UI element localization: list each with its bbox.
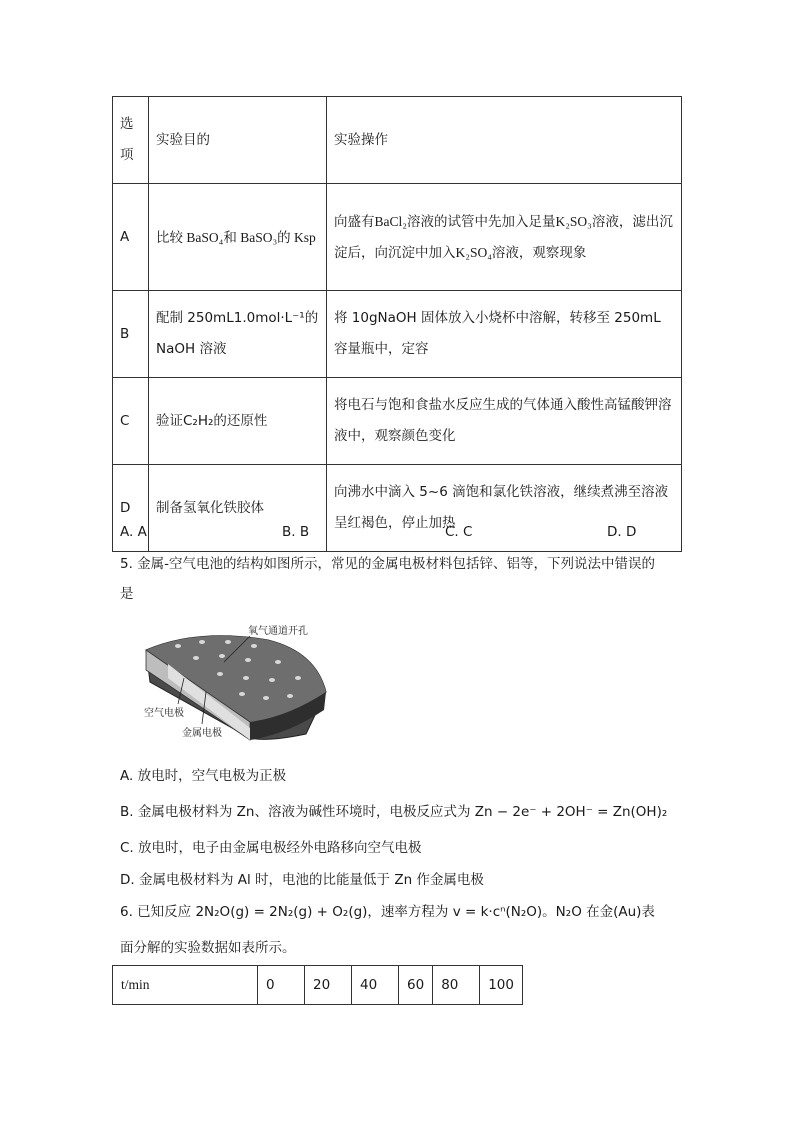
header-time: t/min bbox=[113, 966, 258, 1005]
choice-d[interactable]: D. D bbox=[607, 524, 637, 540]
time-cell: 20 bbox=[305, 966, 352, 1005]
header-option: 选项 bbox=[113, 97, 149, 184]
experiment-table bbox=[112, 96, 682, 552]
q6-stem-line2: 面分解的实验数据如表所示。 bbox=[120, 940, 296, 956]
row-option: B bbox=[113, 291, 149, 378]
time-cell: 100 bbox=[480, 966, 523, 1005]
q6-data-table bbox=[112, 965, 523, 1005]
q6-stem-line1: 6. 已知反应 2N₂O(g) = 2N₂(g) + O₂(g)，速率方程为 v = k·cⁿ(N₂O)。N₂O 在金(Au)表 bbox=[120, 904, 655, 920]
row-goal: 制备氢氧化铁胶体 bbox=[149, 465, 327, 552]
row-option: C bbox=[113, 378, 149, 465]
row-goal: 比较 BaSO₄和 BaSO₃的 Ksp bbox=[149, 184, 327, 291]
q5-option-b[interactable]: B. 金属电极材料为 Zn、溶液为碱性环境时，电极反应式为 Zn − 2e⁻ + 2OH⁻ = Zn(OH)₂ bbox=[120, 804, 668, 820]
time-cell: 60 bbox=[399, 966, 433, 1005]
row-option: D bbox=[113, 465, 149, 552]
q5-option-a[interactable]: A. 放电时，空气电极为正极 bbox=[120, 768, 287, 784]
battery-diagram bbox=[138, 622, 338, 747]
q5-stem-line2: 是 bbox=[120, 586, 134, 602]
choice-c[interactable]: C. C bbox=[445, 524, 473, 540]
row-operation: 向沸水中滴入 5~6 滴饱和氯化铁溶液，继续煮沸至溶液呈红褐色，停止加热 bbox=[327, 465, 682, 552]
choice-a[interactable]: A. A bbox=[120, 524, 147, 540]
table-header-row bbox=[113, 97, 682, 184]
label-air-electrode: 空气电极 bbox=[144, 708, 184, 719]
label-hole: 氧气通道开孔 bbox=[248, 626, 308, 637]
header-operation: 实验操作 bbox=[327, 97, 682, 184]
row-goal: 配制 250mL1.0mol·L⁻¹的 NaOH 溶液 bbox=[149, 291, 327, 378]
time-cell: 0 bbox=[258, 966, 305, 1005]
row-operation: 将 10gNaOH 固体放入小烧杯中溶解，转移至 250mL 容量瓶中，定容 bbox=[327, 291, 682, 378]
table-row bbox=[113, 291, 682, 378]
table-row bbox=[113, 184, 682, 291]
row-operation: 将电石与饱和食盐水反应生成的气体通入酸性高锰酸钾溶液中，观察颜色变化 bbox=[327, 378, 682, 465]
time-cell: 40 bbox=[352, 966, 399, 1005]
battery-figure bbox=[138, 622, 338, 747]
table-row bbox=[113, 465, 682, 552]
label-metal-electrode: 金属电极 bbox=[182, 728, 222, 739]
row-goal: 验证C₂H₂的还原性 bbox=[149, 378, 327, 465]
choice-b[interactable]: B. B bbox=[282, 524, 310, 540]
row-operation: 向盛有BaCl₂溶液的试管中先加入足量K₂SO₃溶液，滤出沉淀后，向沉淀中加入K₂SO₄溶液，观察现象 bbox=[327, 184, 682, 291]
table-row bbox=[113, 966, 523, 1005]
row-option: A bbox=[113, 184, 149, 291]
q5-stem-line1: 5. 金属-空气电池的结构如图所示，常见的金属电极材料包括锌、铝等，下列说法中错误的 bbox=[120, 556, 656, 572]
q5-option-d[interactable]: D. 金属电极材料为 Al 时，电池的比能量低于 Zn 作金属电极 bbox=[120, 872, 484, 888]
table-row bbox=[113, 378, 682, 465]
q5-option-c[interactable]: C. 放电时，电子由金属电极经外电路移向空气电极 bbox=[120, 840, 422, 856]
header-goal: 实验目的 bbox=[149, 97, 327, 184]
time-cell: 80 bbox=[433, 966, 480, 1005]
